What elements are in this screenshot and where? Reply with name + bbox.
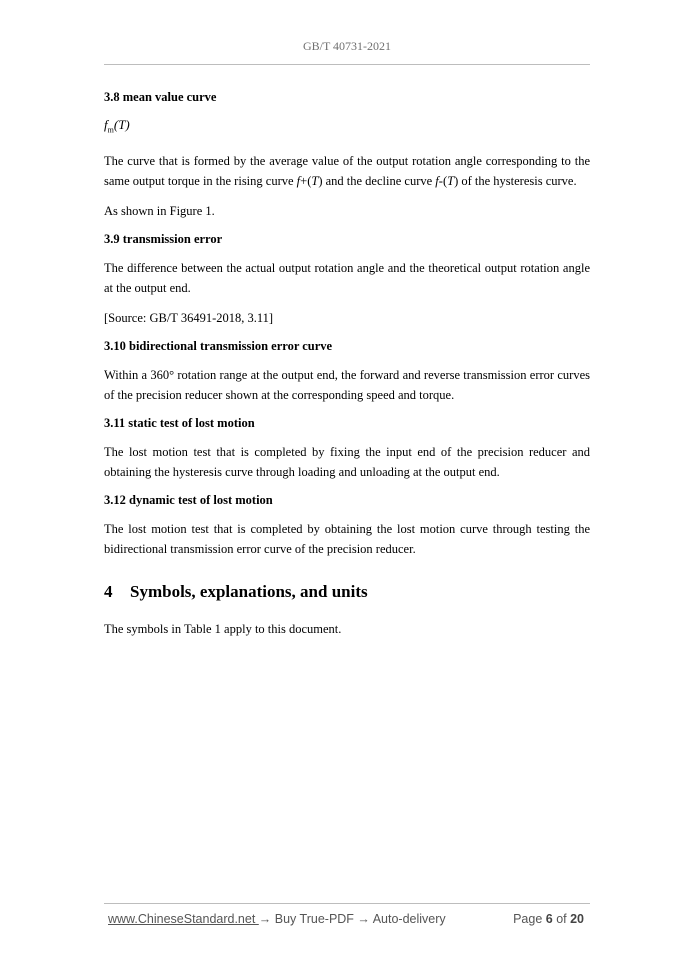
running-header: GB/T 40731-2021 [302,39,392,53]
website-link[interactable]: www.ChineseStandard.net [108,912,259,926]
arrow-right-icon: → [258,912,272,926]
term-3-12-heading: 3.12 dynamic test of lost motion [104,492,273,507]
section-4-heading [104,581,590,603]
symbol-subscript: m [107,125,114,135]
header-divider [104,64,590,65]
page-footer [108,912,586,926]
term-3-11-definition: The lost motion test that is completed by fixing the input end of the precision reducer and obtaining the hysteresis curve through loading and unloading at the output end. [104,444,590,479]
term-3-11-heading: 3.11 static test of lost motion [104,415,255,430]
current-page: 6 [545,912,553,926]
section-number: 4 [104,581,113,601]
term-3-10-heading: 3.10 bidirectional transmission error curve [104,338,333,353]
total-pages: 20 [570,912,584,926]
symbol-main: f [104,117,108,132]
auto-delivery-text: Auto-delivery [369,912,446,926]
page-indicator: Page 6 of 20 [513,912,584,926]
symbol-argument: (T) [113,117,130,132]
section-title: Symbols, explanations, and units [130,581,368,601]
section-4-intro: The symbols in Table 1 apply to this document. [104,621,342,636]
term-3-9-definition: The difference between the actual output rotation angle and the theoretical output rotation angle at the output end. [104,260,590,295]
buy-pdf-text: Buy True-PDF [271,912,358,926]
term-3-12-definition: The lost motion test that is completed by obtaining the lost motion curve through testing the bidirectional transmission error curve of the precision reducer. [104,521,590,556]
footer-divider [104,903,590,904]
term-3-8-definition: The curve that is formed by the average value of the output rotation angle corresponding to the same output torque in the rising curve f+(T) and the decline curve f-(T) of the hysteresis curve. [104,153,590,188]
term-3-8-heading: 3.8 mean value curve [104,90,217,104]
term-3-9-heading: 3.9 transmission error [104,231,223,246]
term-3-8-symbol [104,116,590,139]
term-3-9-source: [Source: GB/T 36491-2018, 3.11] [104,310,274,325]
term-3-8-figure-note: As shown in Figure 1. [104,203,215,218]
page-body [104,89,590,649]
term-3-10-definition: Within a 360° rotation range at the output end, the forward and reverse transmission error curves of the precision reducer shown at the corresponding speed and torque. [104,367,590,402]
arrow-right-icon: → [357,912,370,926]
